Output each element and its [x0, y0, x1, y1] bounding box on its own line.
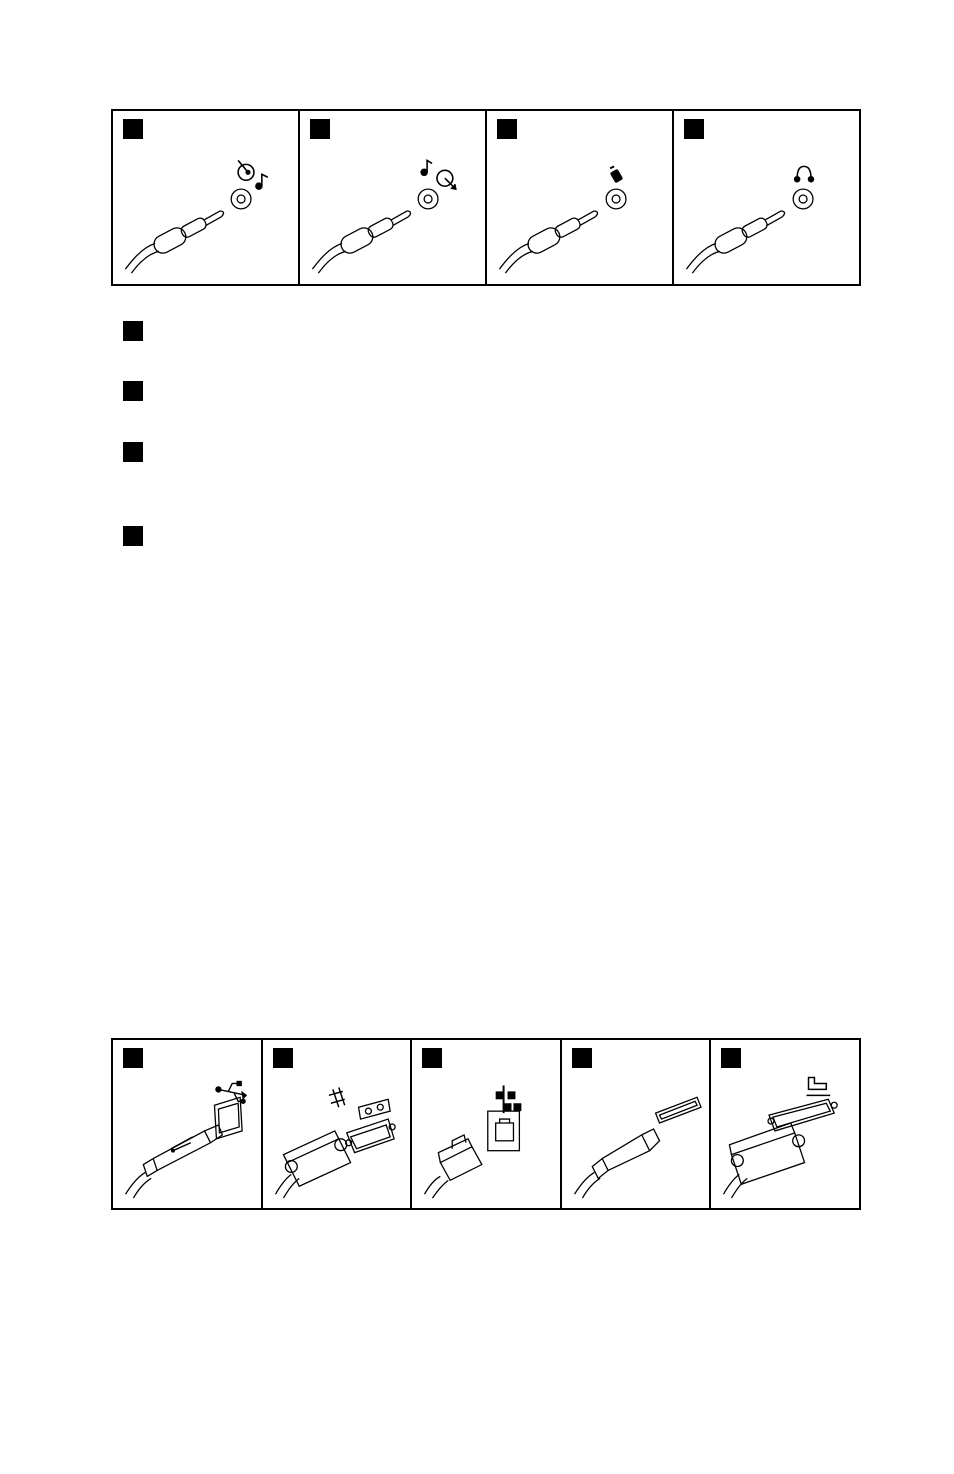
- line-in-icon: [238, 160, 268, 189]
- callout-marker-3: [123, 442, 143, 462]
- audio-connector-figure: [111, 109, 861, 286]
- callout-marker-2: [123, 381, 143, 401]
- headphone-jack-illustration: [674, 111, 859, 284]
- line-out-jack-illustration: [300, 111, 485, 284]
- panel-line-in: [113, 111, 300, 284]
- parallel-connector-illustration: [711, 1040, 859, 1208]
- microphone-icon: [610, 166, 624, 183]
- ethernet-icon: [496, 1085, 522, 1113]
- panel-usb: [113, 1040, 263, 1208]
- serial-icon: [328, 1087, 344, 1107]
- panel-display-port: [562, 1040, 712, 1208]
- panel-serial: [263, 1040, 413, 1208]
- line-out-icon: [421, 160, 456, 189]
- panel-ethernet: [412, 1040, 562, 1208]
- ethernet-connector-illustration: [412, 1040, 560, 1208]
- panel-microphone: [487, 111, 674, 284]
- headphone-icon: [795, 166, 814, 181]
- display-port-connector-illustration: [562, 1040, 710, 1208]
- serial-connector-illustration: [263, 1040, 411, 1208]
- microphone-jack-illustration: [487, 111, 672, 284]
- callout-marker-1: [123, 321, 143, 341]
- panel-headphone: [674, 111, 859, 284]
- parallel-printer-icon: [807, 1078, 831, 1096]
- callout-marker-4: [123, 526, 143, 546]
- usb-connector-illustration: [113, 1040, 261, 1208]
- panel-line-out: [300, 111, 487, 284]
- panel-parallel: [711, 1040, 859, 1208]
- line-in-jack-illustration: [113, 111, 298, 284]
- port-connector-figure: [111, 1038, 861, 1210]
